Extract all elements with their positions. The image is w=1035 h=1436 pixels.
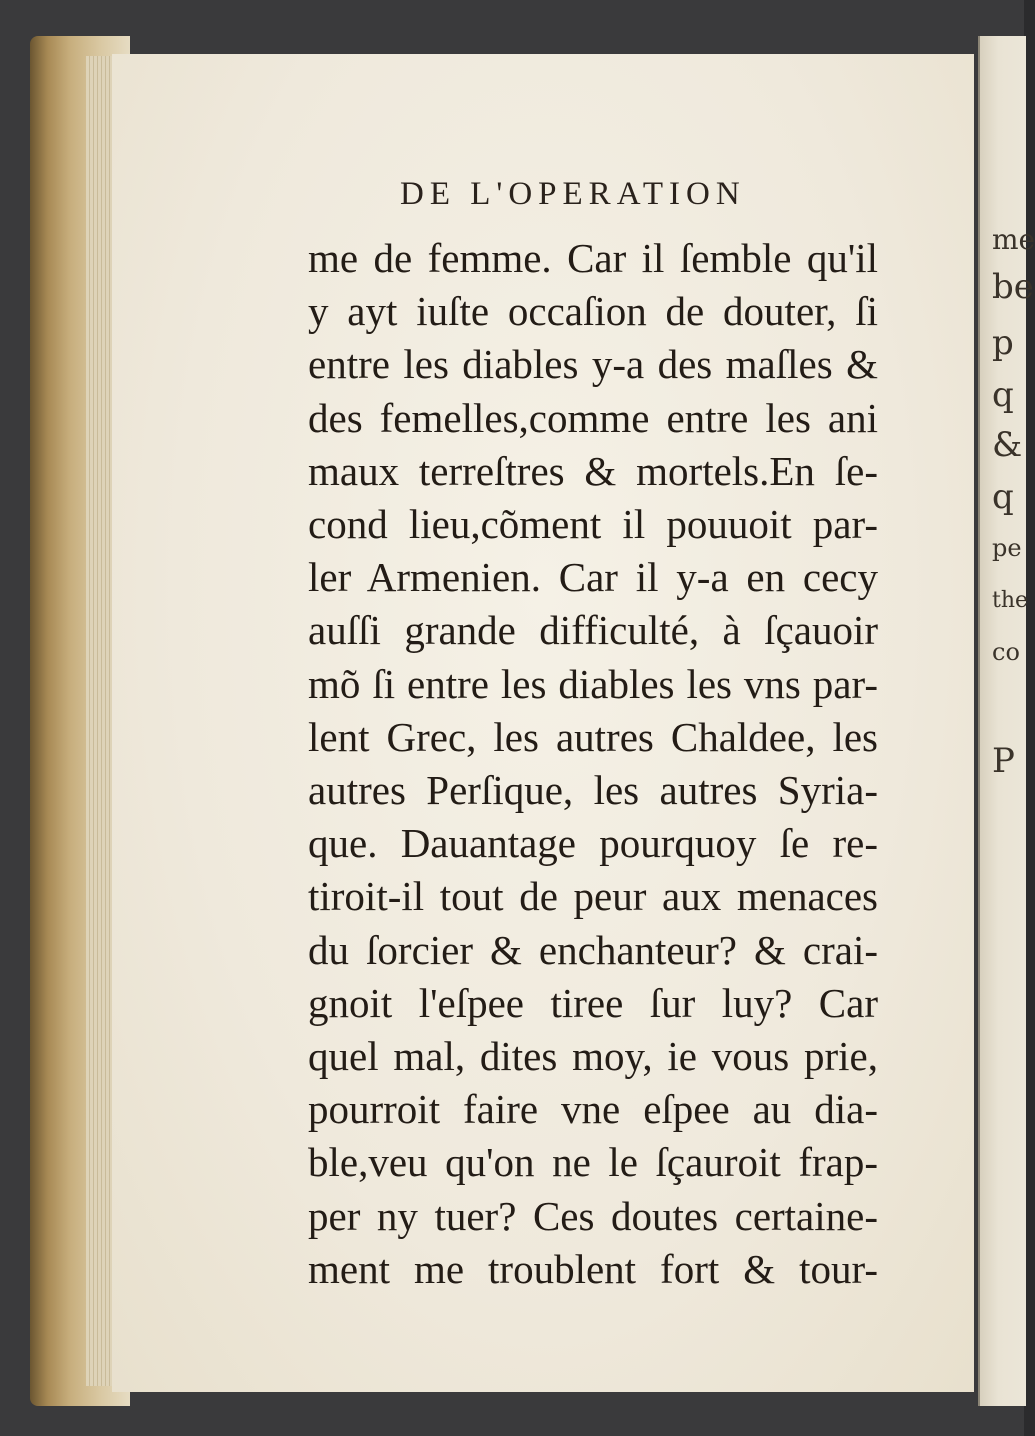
text-line: tiroit-il tout de peur aux menaces (308, 873, 878, 920)
text-line: du ſorcier & enchanteur? & crai- (308, 926, 878, 973)
facing-page-fragment: be (992, 267, 1034, 307)
text-line: entre les diables y-a des maſles & (308, 341, 878, 388)
facing-page-fragment: p (992, 323, 1014, 363)
text-line: y ayt iuſte occaſion de douter, ſi (308, 288, 878, 335)
text-line: des femelles,comme entre les ani (308, 394, 878, 441)
text-line: pourroit faire vne eſpee au dia- (308, 1086, 878, 1133)
text-line: gnoit l'eſpee tiree ſur luy? Car (308, 979, 878, 1026)
body-text (308, 232, 898, 1296)
text-line: maux terreſtres & mortels.En ſe- (308, 447, 878, 494)
running-head: DE L'OPERATION (400, 176, 746, 212)
text-line: autres Perſique, les autres Syria- (308, 767, 878, 814)
text-line: ment me troublent fort & tour- (308, 1245, 878, 1292)
text-line: cond lieu,cõment il pouuoit par- (308, 501, 878, 548)
facing-page-fragment: & (992, 425, 1023, 465)
text-line: ble,veu qu'on ne le ſçauroit frap- (308, 1139, 878, 1186)
text-line: me de femme. Car il ſemble qu'il (308, 235, 878, 281)
text-line: ler Armenien. Car il y-a en cecy (308, 554, 878, 601)
text-line: que. Dauantage pourquoy ſe re- (308, 820, 878, 867)
text-line: lent Grec, les autres Chaldee, les (308, 713, 878, 760)
text-line: quel mal, dites moy, ie vous prie, (308, 1033, 878, 1080)
facing-page-fragment: q (992, 375, 1014, 415)
text-line: mõ ſi entre les diables les vns par- (308, 660, 878, 707)
facing-page-fragment: q (992, 477, 1014, 517)
facing-page-fragment: the (992, 588, 1029, 613)
text-line: per ny tuer? Ces doutes certaine- (308, 1192, 878, 1239)
facing-page-fragment: pe (992, 534, 1022, 562)
facing-page-fragment: P (992, 741, 1015, 781)
text-line: auſſi grande difficulté, à ſçauoir (308, 607, 878, 654)
facing-page-fragment: co (992, 638, 1020, 666)
facing-page-fragment: me (992, 223, 1035, 256)
